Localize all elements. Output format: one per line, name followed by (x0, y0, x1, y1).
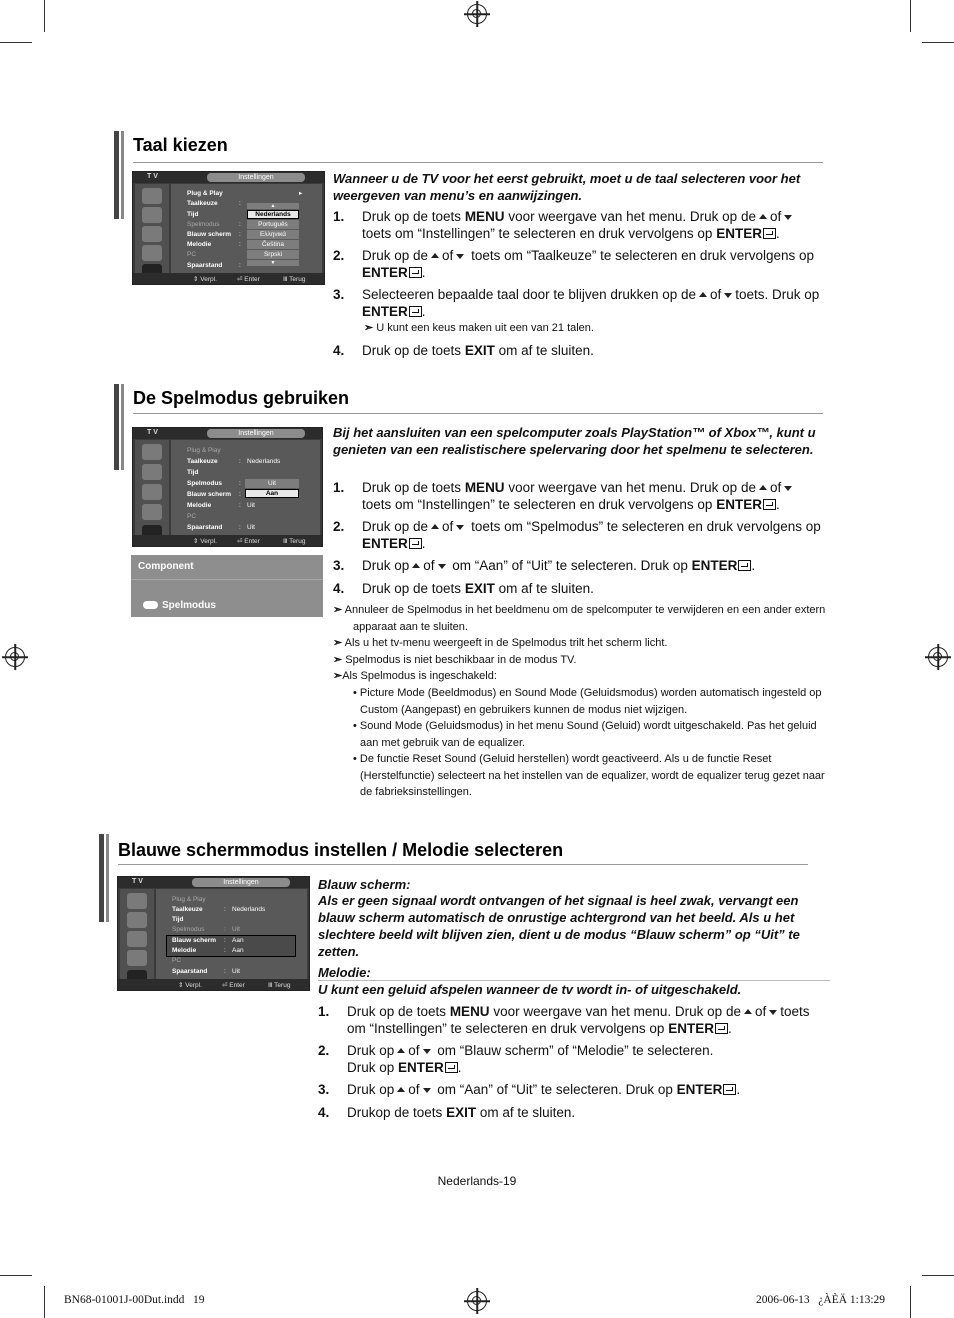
dropdown-option: Srpski (247, 250, 299, 259)
registration-mark-icon (467, 1291, 487, 1311)
step: 4. Druk op de toets EXIT om af te sluiten. (333, 343, 594, 358)
up-arrow-icon (759, 485, 767, 490)
note-arrow-icon: ➣ (333, 654, 343, 666)
bullet: • Picture Mode (Beeldmodus) en Sound Mode (Geluidsmodus) worden automatisch ingesteld op Custom (Aangepast) en gebruikers kunnen de modus niet wijzigen. (353, 687, 822, 716)
down-arrow-icon (724, 293, 732, 298)
menu-panel: Plug & Play Taalkeuze : Nederlands Tijd Spelmodus : Uit Blauw scherm : Aan Melodie : Aan PC Spaarstand : Uit (156, 889, 307, 979)
note: ➣ U kunt een keus maken uit een van 21 talen. (364, 322, 594, 334)
note-arrow-icon: ➣ (333, 637, 343, 649)
step: 1. Druk op de toets MENU voor weergave van het menu. Druk op de oftoets om “Instellingen” te selecteren en druk vervolgens op ENTER . (333, 479, 823, 515)
menu-item: Taalkeuze (172, 906, 203, 913)
menu-item: Spaarstand (187, 524, 223, 531)
dropdown-selected: Aan (245, 489, 299, 498)
menu-item: Tijd (172, 916, 184, 923)
section-divider (133, 162, 823, 163)
section-bar (114, 384, 119, 470)
note: ➣ Als u het tv-menu weergeeft in de Spelmodus trilt het scherm licht. (333, 637, 668, 649)
menu-footer: ⇕ Verpl. ⏎ Enter Ⅲ Terug (133, 535, 322, 546)
component-title: Component (138, 561, 194, 572)
menu-item: Melodie (187, 241, 212, 248)
step: 3. Selecteeren bepaalde taal door te blijven drukken op de of toets. Druk op ENTER . (333, 287, 820, 319)
menu-item: PC (187, 251, 197, 258)
up-arrow-icon (699, 292, 707, 297)
antenna-icon (142, 188, 162, 204)
menu-item: Taalkeuze (187, 458, 218, 465)
note-arrow-icon: ➣ (333, 604, 343, 616)
menu-item: Blauw scherm (187, 491, 232, 498)
subsection-label: Melodie: (318, 965, 371, 980)
subsection-label: Blauw scherm: (318, 877, 411, 892)
note-arrow-icon: ➣ (333, 670, 343, 682)
section-title: Taal kiezen (133, 135, 228, 155)
dropdown-option: Čeština (247, 240, 299, 249)
menu-panel: Plug & Play ▸ Taalkeuze : Tijd Spelmodus : Blauw scherm : Melodie : PC Spaarstand : ▲ Nederlands Português Ελληνικά Čeština Srpski ▼ (171, 184, 322, 273)
step: 1. Druk op de toets MENU voor weergave van het menu. Druk op de oftoets om “Instellingen” te selecteren en druk vervolgens op ENTER . (333, 208, 823, 244)
down-arrow-icon (456, 525, 464, 530)
timestamp: 2006-06-13 ¿ÀÈÄ 1:13:29 (756, 1294, 886, 1306)
section-bar (106, 834, 109, 922)
menu-item: Blauw scherm (187, 231, 232, 238)
file-info: BN68-01001J-00Dut.indd 19 (64, 1294, 205, 1306)
menu-item: Melodie (187, 502, 212, 509)
dropdown-option: Uit (245, 479, 299, 488)
section-title: Blauwe schermmodus instellen / Melodie selecteren (118, 840, 564, 860)
menu-header: Instellingen (192, 878, 290, 887)
section-title: De Spelmodus gebruiken (133, 388, 350, 408)
dropdown-selected: Nederlands (247, 210, 299, 219)
page-number: Nederlands-19 (437, 1174, 517, 1188)
crop-mark (910, 0, 911, 32)
step: 4. Druk op de toets EXIT om af te sluiten. (333, 581, 594, 596)
sound-icon (127, 931, 147, 947)
menu-item: Tijd (187, 211, 199, 218)
registration-mark-icon (5, 647, 25, 667)
down-arrow-icon (438, 564, 446, 569)
menu-sidebar (135, 440, 169, 535)
menu-item: Spelmodus (172, 926, 205, 933)
menu-item: Tijd (187, 469, 199, 476)
section-intro: Bij het aansluiten van een spelcomputer zoals PlayStation™ of Xbox™, kunt u genieten van een realistischere spelervaring door het spelmenu te selecteren. (333, 425, 816, 457)
up-arrow-icon (397, 1048, 405, 1053)
menu-item: Taalkeuze (187, 200, 218, 207)
note: ➣Als Spelmodus is ingeschakeld: (333, 670, 497, 682)
sound-icon (142, 226, 162, 242)
bullet: • De functie Reset Sound (Geluid herstellen) wordt geactiveerd. Als u de functie Reset (Herstelfunctie) selecteert na het instellen van de equalizer, wordt de equalizer terug gezet naar de fabrieksinstellingen. (353, 753, 825, 798)
enter-icon (409, 538, 422, 549)
step: 2. Druk op of om “Blauw scherm” of “Melodie” te selecteren. Druk op ENTER . (318, 1043, 714, 1075)
section-bar (121, 131, 124, 219)
section-divider (118, 864, 808, 865)
crop-mark (922, 1275, 954, 1276)
dropdown-option: Português (247, 220, 299, 229)
menu-item: Plug & Play (172, 896, 206, 903)
step: 2. Druk op de of toets om “Spelmodus” te selecteren en druk vervolgens op ENTER . (333, 519, 821, 551)
down-arrow-icon (784, 486, 792, 491)
crop-mark (922, 42, 954, 43)
tv-menu-screenshot: T V Instellingen Plug & Play ▸ Taalkeuze : Tijd Spelmodus : Blauw scherm : Melodie : PC Spaarstand : ▲ Nederlands Português Ελληνικά Čeština Srpski ▼ ⇕ Verpl. ⏎ Enter Ⅲ Terug (132, 171, 325, 285)
up-arrow-icon (759, 214, 767, 219)
section-divider (133, 413, 823, 414)
menu-footer: ⇕ Verpl. ⏎ Enter Ⅲ Terug (133, 273, 324, 284)
dropdown-option: Ελληνικά (247, 230, 299, 239)
component-menu-screenshot (131, 555, 323, 617)
enter-icon (715, 1023, 728, 1034)
menu-item: Spaarstand (172, 968, 208, 975)
sound-icon (142, 484, 162, 500)
tv-menu-screenshot: T V Instellingen Plug & Play Taalkeuze : Nederlands Tijd Spelmodus : Uit Blauw scherm : Aan Melodie : Aan PC Spaarstand : Uit ⇕ Verpl. ⏎ Enter Ⅲ Terug (117, 876, 310, 991)
registration-mark-icon (467, 4, 487, 24)
channel-icon (127, 950, 147, 966)
crop-mark (0, 42, 32, 43)
up-arrow-icon (431, 524, 439, 529)
bullet: • Sound Mode (Geluidsmodus) in het menu Sound (Geluid) wordt uitgeschakeld. Pas het geluid aan met gebruik van de equalizer. (353, 720, 817, 749)
picture-icon (127, 912, 147, 928)
down-arrow-icon (784, 215, 792, 220)
enter-icon (445, 1062, 458, 1073)
down-arrow-icon (456, 254, 464, 259)
down-arrow-icon (769, 1010, 777, 1015)
antenna-icon (127, 893, 147, 909)
up-arrow-icon (397, 1087, 405, 1092)
menu-item: Plug & Play (187, 447, 221, 454)
down-arrow-icon (423, 1088, 431, 1093)
tv-menu-screenshot: T V Instellingen Plug & Play Taalkeuze : Nederlands Tijd Spelmodus : Blauw scherm : Melodie : Uit PC Spaarstand : Uit Uit Aan ⇕ Verpl. ⏎ Enter Ⅲ Terug (132, 427, 323, 547)
component-item: Spelmodus (143, 600, 216, 611)
subsection-text: U kunt een geluid afspelen wanneer de tv wordt in- of uitgeschakeld. (318, 982, 742, 997)
section-bar (99, 834, 104, 922)
menu-header: Instellingen (207, 429, 305, 438)
subsection-text: Als er geen signaal wordt ontvangen of het signaal is heel zwak, vervangt een blauw scherm automatisch de onrustige achtergrond van het beeld. Als u het slechtere beeld wilt blijven zien, dient u de modus “Blauw scherm” op “Uit” te zetten. (318, 893, 800, 959)
crop-mark (910, 1286, 911, 1318)
enter-icon (738, 560, 751, 571)
enter-icon (763, 228, 776, 239)
menu-footer: ⇕ Verpl. ⏎ Enter Ⅲ Terug (118, 979, 309, 990)
picture-icon (142, 464, 162, 480)
enter-icon (763, 499, 776, 510)
step: 3. Druk op of om “Aan” of “Uit” te selecteren. Druk op ENTER . (318, 1082, 741, 1097)
menu-item: Spaarstand (187, 262, 223, 269)
channel-icon (142, 504, 162, 520)
crop-mark (44, 0, 45, 32)
step: 4. Drukop de toets EXIT om af te sluiten. (318, 1105, 576, 1120)
up-arrow-icon (431, 253, 439, 258)
menu-sidebar (135, 184, 169, 273)
menu-item: PC (187, 513, 197, 520)
menu-item: Spelmodus (187, 221, 220, 228)
note: ➣ Spelmodus is niet beschikbaar in de modus TV. (333, 654, 577, 666)
enter-icon (409, 267, 422, 278)
up-arrow-icon (744, 1009, 752, 1014)
menu-item: Melodie (172, 947, 197, 954)
menu-item: Plug & Play (187, 190, 223, 197)
step: 1. Druk op de toets MENU voor weergave van het menu. Druk op de of toets om “Instellingen” te selecteren en druk vervolgens op ENTER . (318, 1004, 810, 1036)
note-arrow-icon: ➣ (364, 322, 374, 334)
menu-item: PC (172, 957, 182, 964)
menu-sidebar (120, 889, 154, 979)
gamepad-icon (143, 601, 158, 609)
channel-icon (142, 245, 162, 261)
menu-panel: Plug & Play Taalkeuze : Nederlands Tijd Spelmodus : Blauw scherm : Melodie : Uit PC Spaarstand : Uit Uit Aan (171, 440, 320, 535)
enter-icon (409, 306, 422, 317)
menu-item: Blauw scherm (172, 937, 217, 944)
picture-icon (142, 207, 162, 223)
down-arrow-icon (423, 1049, 431, 1054)
step: 3. Druk op of om “Aan” of “Uit” te selecteren. Druk op ENTER . (333, 558, 756, 573)
crop-mark (0, 1275, 32, 1276)
section-intro: Wanneer u de TV voor het eerst gebruikt, moet u de taal selecteren voor het weergeven van menu’s en aanwijzingen. (333, 171, 801, 203)
note: ➣ Annuleer de Spelmodus in het beeldmenu om de spelcomputer te verwijderen en een ander extern apparaat aan te sluiten. (333, 604, 826, 633)
registration-mark-icon (928, 647, 948, 667)
section-bar (121, 384, 124, 470)
antenna-icon (142, 444, 162, 460)
step: 2. Druk op de of toets om “Taalkeuze” te selecteren en druk vervolgens op ENTER . (333, 248, 814, 280)
menu-header: Instellingen (207, 173, 305, 182)
enter-icon (723, 1084, 736, 1095)
crop-mark (44, 1286, 45, 1318)
up-arrow-icon (412, 563, 420, 568)
menu-item: Spelmodus (187, 480, 223, 487)
section-bar (114, 131, 119, 219)
